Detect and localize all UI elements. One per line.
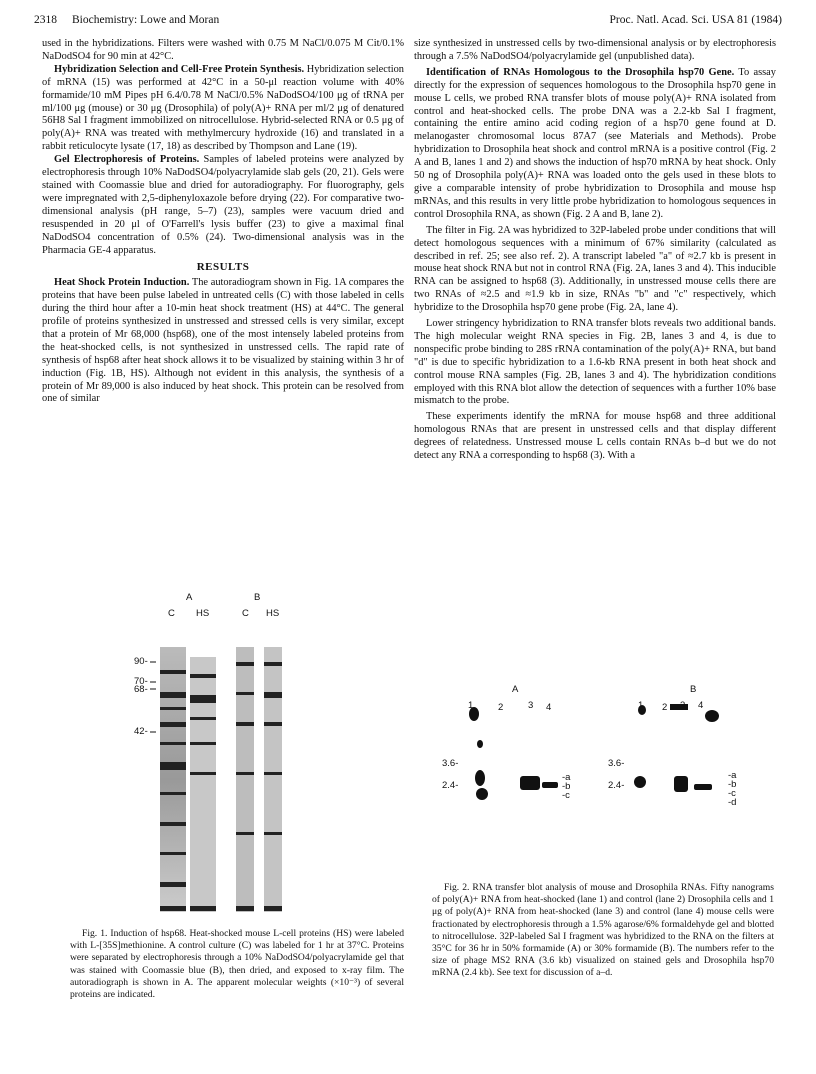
paragraph: used in the hybridizations. Filters were washed with 0.75 M NaCl/0.075 M Cit/0.1% NaDodSO4 for 90 min at 42°C.	[42, 38, 404, 62]
gel-lane	[236, 647, 254, 912]
paragraph	[42, 64, 404, 154]
mw-marker: 90-	[134, 656, 148, 667]
band-label: -b	[728, 779, 737, 790]
band-label: -a	[728, 770, 737, 781]
paragraph: The filter in Fig. 2A was hybridized to 32P-labeled probe under conditions that will detect homologous sequences with a minimum of 67% similarity (calculated as described in ref. 25; see also ref. 2). A transcript labeled "a" of ≈2.7 kb is present in mouse heat shock RNA but not in control RNA (Fig. 2A, lanes 3 and 4). This inducible RNA can be assigned to hsp68 (3). Additionally, in unstressed mouse cells there are two RNAs of ≈2.5 and ≈1.9 kb in size, RNAs "b" and "c" respectively, which hybridize to the Drosophila hsp70 gene probe (Fig. 2A, lane 4).	[414, 224, 777, 314]
panel-label-a: A	[512, 684, 519, 695]
lane-label: 1	[468, 700, 474, 711]
paragraph: Lower stringency hybridization to RNA transfer blots reveals two additional bands. The high molecular weight RNA species in Fig. 2B, lanes 3 and 4, is due to nonspecific probe binding to 28S rRNA contamination of the poly(A)+ RNA, but band "d" is due to specific hybridization to a 1.6-kb RNA present in both heat shock and control mouse RNA samples (Fig. 2B, lanes 3 and 4). The hybridization conditions employed with this RNA blot allow the detection of sequences with a further 10% base mismatch to the probe.	[414, 318, 776, 407]
right-column	[414, 38, 776, 463]
figure-1-caption	[70, 928, 404, 1001]
paragraph	[42, 154, 404, 257]
size-marker: 3.6-	[442, 758, 459, 769]
panel-label-a: A	[186, 592, 193, 603]
panel-label-b: B	[254, 592, 261, 603]
size-marker: 2.4-	[608, 780, 625, 791]
lane-label: 1	[638, 700, 644, 711]
paragraph	[42, 277, 404, 406]
subsection-heading: Hybridization Selection and Cell-Free Protein Synthesis.	[54, 63, 305, 75]
subsection-heading: Heat Shock Protein Induction.	[54, 277, 190, 289]
figure-1	[86, 592, 306, 922]
paragraph-text: The autoradiogram shown in Fig. 1A compares the proteins that have been pulse labeled in untreated cells (C) with those labeled in cells during the third hour after a 10-min heat shock treatment (HS) at 44°C. The general profile of proteins synthesized in unstressed and stressed cells is very similar, except that a protein of Mr 68,000 (hsp68), one of the most intensely labeled proteins from the heat-shocked cells, is not synthesized in unstressed cells. The rapid rate of synthesis of hsp68 after heat shock allows it to be visualized by staining within 3 hr of induction (Fig. 1B, HS). Although not evident in this analysis, the synthesis of a protein of Mr 89,000 is also induced by heat shock. This protein can be resolved from one of similar	[42, 277, 404, 405]
lane-label: HS	[266, 608, 280, 619]
paragraph-text: Hybridization selection of mRNA (15) was performed at 42°C in a 50-μl reaction volume with 40% formamide/10 mM Pipes pH 6.4/0.78 M NaCl/0.5% NaDodSO4/100 μg of tRNA per ml/100 μg (mouse) or 30 μg (Drosophila) of poly(A)+ RNA per ml/2 μg of denatured 56H8 Sal I fragment immobilized on nitrocellulose. Hybrid-selected RNA or 0.5 μg of poly(A)+ RNA was treated with methylmercury hydroxide (16) and translated in a rabbit reticulocyte lysate (17, 18) as described by Thompson and Lane (19).	[42, 63, 404, 153]
mw-marker: 42-	[134, 726, 148, 737]
band-label: -c	[728, 788, 736, 799]
caption-text	[432, 882, 774, 980]
band-label: -d	[728, 797, 737, 808]
band-label: -c	[562, 790, 570, 801]
lane-label: HS	[196, 608, 210, 619]
band-label: -b	[562, 781, 571, 792]
size-marker: 3.6-	[608, 758, 625, 769]
figure-2	[442, 684, 782, 824]
subsection-heading: Gel Electrophoresis of Proteins.	[54, 154, 200, 166]
caption-body: Induction of hsp68. Heat-shocked mouse L-cell proteins (HS) were labeled with L-[35S]methionine. A control culture (C) was labeled for 1 hr at 37°C. Proteins were separated by electrophoresis through a 10% NaDodSO4/polyacrylamide gel that was stained with Coomassie blue (B), then dried, and exposed to x-ray film. The autoradiograph is shown in A. The apparent molecular weights (×10⁻³) of several proteins are indicated.	[70, 928, 404, 1001]
lane-label: 2	[662, 702, 668, 713]
running-authors: Biochemistry: Lowe and Moran	[72, 14, 220, 26]
lane-label: 3	[528, 700, 534, 711]
paragraph	[414, 67, 776, 222]
figure-2-caption	[432, 882, 774, 980]
size-marker: 2.4-	[442, 780, 459, 791]
caption-body: RNA transfer blot analysis of mouse and Drosophila RNAs. Fifty nanograms of poly(A)+ RNA from heat-shocked (lane 1) and control (lane 2) Drosophila cells and 1 μg of poly(A)+ RNA from heat-shocked (lane 3) and control (lane 4) mouse cells were fractionated by electrophoresis through a 1.5% agarose/6% formaldehyde gel and blotted to nitrocellulose. 32P-labeled Sal I fragment was hybridized to the RNA on the filters at 35°C for 36 hr in 50% formamide (A) or 30% formamide (B). The numbers refer to the size of phage MS2 RNA (3.6 kb) visualized on stained gels and Drosophila hsp70 mRNA (2.4 kb). See text for discussion of a–d.	[432, 882, 774, 979]
caption-label: Fig. 1.	[82, 928, 108, 939]
journal-citation: Proc. Natl. Acad. Sci. USA 81 (1984)	[609, 14, 782, 26]
lane-label: 4	[546, 702, 552, 713]
lane-label: C	[242, 608, 249, 619]
page-number: 2318	[34, 14, 57, 26]
paragraph: These experiments identify the mRNA for mouse hsp68 and three additional homologous RNAs that are present in unstressed cells and that display different degrees of relatedness. Unstressed mouse L cells contain RNAs b–d but we do not detect any RNA a corresponding to hsp68 (3). With a	[414, 411, 776, 462]
caption-label: Fig. 2.	[444, 882, 470, 893]
mw-marker: 68-	[134, 684, 148, 695]
lane-label: C	[168, 608, 175, 619]
paragraph-text: To assay directly for the expression of sequences homologous to the Drosophila hsp70 gene in mouse L cells, we probed RNA transfer blots of mouse poly(A)+ RNA isolated from control and heat-shocked cells. The probe DNA was a 2.2-kb Sal I fragment, containing the entire amino acid coding region of a hsp70 gene found at D. melanogaster chromosomal locus 87A7 (see Materials and Methods). Probe hybridization to Drosophila heat shock and control mRNA is a positive control (Fig. 2 A and B, lanes 1 and 2) and shows the induction of hsp70 mRNA by heat shock. Only 50 ng of Drosophila poly(A)+ RNA was loaded onto the gels used in these blots to give a comparable intensity of probe hybridization to Drosophila and mouse hsp mRNAs, and this results in very little probe hybridization to homologous sequences in control Drosophila RNA, as shown (Fig. 2 A and B, lane 2).	[414, 66, 776, 220]
lane-label: 4	[698, 700, 704, 711]
band-label: -a	[562, 772, 571, 783]
gel-lane	[160, 647, 186, 912]
mw-marker: 70-	[134, 676, 148, 687]
lane-label: 2	[498, 702, 504, 713]
section-heading: RESULTS	[196, 261, 250, 274]
caption-text	[70, 928, 404, 1001]
left-column	[42, 38, 404, 406]
gel-lane	[264, 647, 282, 912]
subsection-heading: Identification of RNAs Homologous to the Drosophila hsp70 Gene.	[426, 66, 735, 78]
lane-label: 3	[680, 700, 686, 711]
paragraph-text: Samples of labeled proteins were analyzed by electrophoresis through 10% NaDodSO4/polyacrylamide slab gels (20, 21). Gels were stained with Coomassie blue and dried for autoradiography. For fluorography, gels were impregnated with 2,5-diphenyloxazole before drying (22). For comparative two-dimensional analysis (pH range, 5–7) (23), samples were vacuum dried and resuspended in 20 μl of O'Farrell's lysis buffer (23) to give a maximal final NaDodSO4 concentration of 0.5% (24). Two-dimensional analysis was in the Pharmacia GE-4 apparatus.	[42, 154, 404, 256]
panel-label-b: B	[690, 684, 697, 695]
running-header	[34, 14, 782, 30]
paragraph: size synthesized in unstressed cells by two-dimensional analysis or by electrophoresis through a 7.5% NaDodSO4/polyacrylamide gel (unpublished data).	[414, 38, 776, 62]
figure-1-gel-image	[86, 592, 306, 922]
